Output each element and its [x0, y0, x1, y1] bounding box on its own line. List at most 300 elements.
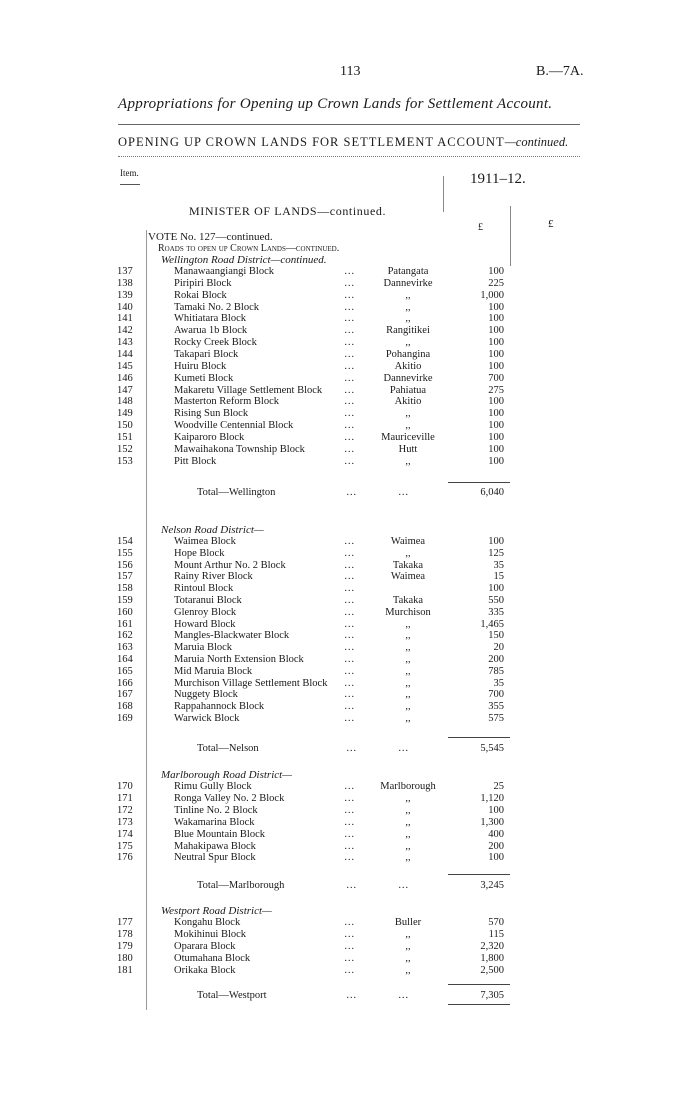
amount: 100 — [488, 337, 504, 349]
leader-dots: … — [344, 348, 355, 360]
county-name: ,, — [405, 701, 411, 713]
table-row — [0, 349, 700, 361]
block-name: Awarua 1b Block — [174, 325, 248, 337]
table-row — [0, 313, 700, 325]
block-name: Piripiri Block — [174, 277, 232, 289]
amount: 785 — [488, 665, 504, 677]
subtitle-rule — [118, 156, 580, 157]
county-name: ,, — [405, 689, 411, 701]
leader-dots: … — [344, 852, 355, 864]
item-number: 157 — [117, 571, 133, 583]
county-name: Waimea — [390, 536, 426, 547]
amount: 1,120 — [480, 792, 504, 804]
leader-dots: … — [344, 665, 355, 677]
table-row — [0, 953, 700, 965]
county-name: ,, — [405, 940, 411, 952]
table-row — [0, 420, 700, 432]
county-name: ,, — [405, 665, 411, 677]
item-number: 153 — [117, 455, 133, 467]
subtitle-main: OPENING UP CROWN LANDS FOR SETTLEMENT ACCOUNT — [118, 135, 505, 149]
amount: 100 — [488, 408, 504, 420]
amount: 115 — [488, 928, 504, 940]
item-number: 150 — [117, 420, 133, 432]
item-number: 138 — [117, 277, 133, 289]
item-number: 174 — [117, 828, 133, 840]
block-name: Rocky Creek Block — [174, 337, 257, 349]
leader-dots: … — [344, 595, 355, 606]
amount: 575 — [488, 713, 504, 724]
amount: 100 — [488, 455, 504, 467]
roads-heading: Roads to open up Crown Lands—continued. — [158, 243, 340, 254]
table-row — [0, 654, 700, 666]
block-name: Orikaka Block — [174, 964, 236, 976]
leader-dots: … — [398, 990, 409, 1001]
block-name: Blue Mountain Block — [174, 828, 265, 840]
block-name: Manawaangiangi Block — [174, 266, 275, 277]
county-name: ,, — [405, 828, 411, 840]
block-name: Glenroy Block — [174, 606, 237, 618]
leader-dots: … — [344, 781, 355, 792]
county-name: ,, — [405, 964, 411, 976]
leader-dots: … — [344, 360, 355, 372]
table-row — [0, 337, 700, 349]
table-row — [0, 817, 700, 829]
block-name: Takapari Block — [174, 348, 239, 360]
block-name: Oparara Block — [174, 940, 236, 952]
amount: 125 — [488, 547, 504, 559]
county-name: Pohangina — [385, 348, 431, 360]
block-name: Howard Block — [174, 618, 236, 630]
table-row — [0, 373, 700, 385]
table-row — [0, 595, 700, 607]
table-row — [0, 666, 700, 678]
amount: 100 — [488, 420, 504, 432]
item-number: 169 — [117, 713, 133, 724]
item-number: 180 — [117, 952, 133, 964]
table-row — [0, 361, 700, 373]
block-name: Rintoul Block — [174, 583, 234, 595]
block-name: Pitt Block — [174, 455, 217, 467]
table-row — [0, 396, 700, 408]
amount: 100 — [488, 536, 504, 547]
amount: 35 — [493, 559, 504, 571]
item-number: 165 — [117, 665, 133, 677]
amount: 100 — [488, 583, 504, 595]
item-number: 137 — [117, 266, 133, 277]
leader-dots: … — [344, 384, 355, 396]
leader-dots: … — [398, 880, 409, 891]
county-name: Akitio — [394, 396, 422, 408]
leader-dots: … — [344, 618, 355, 630]
item-number: 168 — [117, 701, 133, 713]
item-column-header: Item. — [120, 168, 139, 178]
item-number: 145 — [117, 360, 133, 372]
item-number: 176 — [117, 852, 133, 864]
block-name: Nuggety Block — [174, 689, 238, 701]
leader-dots: … — [344, 372, 355, 384]
block-name: Rising Sun Block — [174, 408, 249, 420]
table-row — [0, 829, 700, 841]
county-name: Patangata — [387, 266, 429, 277]
column-divider — [510, 206, 511, 266]
document-reference: B.—7A. — [536, 64, 584, 79]
county-name: Waimea — [390, 571, 426, 583]
county-name: ,, — [405, 642, 411, 654]
total-amount: 6,040 — [480, 487, 504, 498]
county-name: ,, — [405, 816, 411, 828]
block-name: Whitiatara Block — [174, 313, 247, 325]
block-name: Maruia North Extension Block — [174, 654, 304, 665]
table-row — [0, 325, 700, 337]
block-name: Mid Maruia Block — [174, 665, 253, 677]
table-row — [0, 689, 700, 701]
county-name: ,, — [405, 852, 411, 864]
title-rule — [118, 124, 580, 125]
county-name: ,, — [405, 313, 411, 325]
item-number: 142 — [117, 325, 133, 337]
leader-dots: … — [344, 277, 355, 289]
county-name: Dannevirke — [383, 372, 433, 384]
amount: 100 — [488, 443, 504, 455]
leader-dots: … — [344, 928, 355, 940]
leader-dots: … — [344, 571, 355, 583]
leader-dots: … — [344, 420, 355, 432]
block-name: Rainy River Block — [174, 571, 253, 583]
district-heading: Marlborough Road District— — [161, 769, 292, 781]
table-row — [0, 781, 700, 793]
item-number: 171 — [117, 792, 133, 804]
table-row — [0, 678, 700, 690]
leader-dots: … — [344, 804, 355, 816]
leader-dots: … — [344, 654, 355, 665]
amount: 570 — [488, 917, 504, 928]
item-number: 170 — [117, 781, 133, 792]
amount: 150 — [488, 630, 504, 642]
block-name: Mangles-Blackwater Block — [174, 630, 290, 642]
item-number: 152 — [117, 443, 133, 455]
block-name: Totaranui Block — [174, 595, 242, 606]
leader-dots: … — [344, 792, 355, 804]
block-name: Murchison Village Settlement Block — [174, 677, 328, 689]
total-amount: 3,245 — [480, 880, 504, 891]
item-number: 148 — [117, 396, 133, 408]
item-number: 154 — [117, 536, 133, 547]
block-name: Mahakipawa Block — [174, 840, 256, 852]
leader-dots: … — [344, 952, 355, 964]
county-name: ,, — [405, 455, 411, 467]
table-row — [0, 571, 700, 583]
block-name: Tinline No. 2 Block — [174, 804, 258, 816]
district-heading: Nelson Road District— — [161, 524, 264, 536]
table-row — [0, 929, 700, 941]
table-row — [0, 536, 700, 548]
section-total-row — [0, 989, 700, 1003]
amount: 225 — [488, 277, 504, 289]
account-subtitle — [118, 135, 568, 150]
item-number: 141 — [117, 313, 133, 325]
item-number: 159 — [117, 595, 133, 606]
item-number: 181 — [117, 964, 133, 976]
item-number: 172 — [117, 804, 133, 816]
amount: 100 — [488, 396, 504, 408]
leader-dots: … — [344, 301, 355, 313]
total-amount: 5,545 — [480, 743, 504, 754]
table-row — [0, 713, 700, 725]
block-name: Tamaki No. 2 Block — [174, 301, 259, 313]
leader-dots: … — [344, 840, 355, 852]
leader-dots: … — [398, 743, 409, 754]
county-name: Murchison — [385, 606, 431, 618]
county-name: ,, — [405, 630, 411, 642]
table-row — [0, 701, 700, 713]
block-name: Ronga Valley No. 2 Block — [174, 792, 285, 804]
item-number: 178 — [117, 928, 133, 940]
county-name: Hutt — [398, 443, 418, 455]
leader-dots: … — [344, 325, 355, 337]
county-name: ,, — [405, 301, 411, 313]
county-name: ,, — [405, 677, 411, 689]
leader-dots: … — [344, 677, 355, 689]
leader-dots: … — [346, 743, 357, 754]
block-name: Makaretu Village Settlement Block — [174, 384, 323, 396]
final-rule — [448, 1004, 510, 1005]
county-name: Dannevirke — [383, 277, 433, 289]
table-row — [0, 619, 700, 631]
leader-dots: … — [344, 408, 355, 420]
amount: 1,465 — [480, 618, 504, 630]
county-name: Takaka — [392, 595, 424, 606]
amount: 200 — [488, 654, 504, 665]
table-row — [0, 917, 700, 929]
county-name: ,, — [405, 804, 411, 816]
block-name: Maruia Block — [174, 642, 233, 654]
total-label: Total—Wellington — [197, 487, 276, 498]
district-heading: Wellington Road District—continued. — [161, 254, 327, 266]
item-number: 139 — [117, 289, 133, 301]
table-row — [0, 278, 700, 290]
ministry-heading: MINISTER OF LANDS—continued. — [189, 204, 387, 218]
leader-dots: … — [344, 630, 355, 642]
table-row — [0, 385, 700, 397]
leader-dots: … — [344, 689, 355, 701]
page-number: 113 — [340, 64, 361, 79]
leader-dots: … — [344, 828, 355, 840]
table-row — [0, 941, 700, 953]
amount: 100 — [488, 804, 504, 816]
table-row — [0, 302, 700, 314]
county-name: Takaka — [392, 559, 424, 571]
item-number: 155 — [117, 547, 133, 559]
table-row — [0, 793, 700, 805]
leader-dots: … — [344, 289, 355, 301]
total-rule — [448, 874, 510, 875]
currency-symbol-1: £ — [478, 222, 483, 233]
vote-heading: VOTE No. 127—continued. — [148, 231, 273, 243]
block-name: Otumahana Block — [174, 952, 251, 964]
leader-dots: … — [344, 559, 355, 571]
table-row — [0, 432, 700, 444]
item-number: 161 — [117, 618, 133, 630]
leader-dots: … — [344, 266, 355, 277]
amount: 15 — [493, 571, 504, 583]
county-name: ,, — [405, 408, 411, 420]
leader-dots: … — [344, 455, 355, 467]
subtitle-continued: —continued. — [504, 135, 569, 149]
item-number: 167 — [117, 689, 133, 701]
amount: 2,320 — [480, 940, 504, 952]
leader-dots: … — [344, 964, 355, 976]
block-name: Kongahu Block — [174, 917, 241, 928]
amount: 2,500 — [480, 964, 504, 976]
amount: 550 — [488, 595, 504, 606]
table-row — [0, 548, 700, 560]
amount: 200 — [488, 840, 504, 852]
amount: 100 — [488, 852, 504, 864]
county-name: Pahiatua — [389, 384, 427, 396]
item-number: 164 — [117, 654, 133, 665]
block-name: Mount Arthur No. 2 Block — [174, 559, 286, 571]
table-row — [0, 583, 700, 595]
leader-dots: … — [344, 547, 355, 559]
table-row — [0, 290, 700, 302]
page-title: Appropriations for Opening up Crown Lands for Settlement Account. — [118, 96, 553, 112]
item-number: 146 — [117, 372, 133, 384]
county-name: Marlborough — [380, 781, 436, 792]
amount: 100 — [488, 348, 504, 360]
table-row — [0, 642, 700, 654]
amount: 1,000 — [480, 289, 504, 301]
block-name: Huiru Block — [174, 360, 227, 372]
amount: 35 — [493, 677, 504, 689]
leader-dots: … — [344, 642, 355, 654]
county-name: ,, — [405, 289, 411, 301]
county-name: ,, — [405, 952, 411, 964]
leader-dots: … — [346, 880, 357, 891]
item-number: 143 — [117, 337, 133, 349]
amount: 355 — [488, 701, 504, 713]
amount: 1,300 — [480, 816, 504, 828]
total-amount: 7,305 — [480, 990, 504, 1001]
table-row — [0, 630, 700, 642]
item-number: 177 — [117, 917, 133, 928]
block-name: Mokihinui Block — [174, 928, 247, 940]
item-number: 173 — [117, 816, 133, 828]
section-total-row — [0, 742, 700, 756]
county-name: ,, — [405, 337, 411, 349]
item-number: 140 — [117, 301, 133, 313]
table-row — [0, 607, 700, 619]
table-row — [0, 805, 700, 817]
leader-dots: … — [344, 917, 355, 928]
district-heading: Westport Road District— — [161, 905, 272, 917]
total-rule — [448, 737, 510, 738]
total-label: Total—Nelson — [197, 743, 259, 754]
item-number: 179 — [117, 940, 133, 952]
item-number: 144 — [117, 348, 133, 360]
block-name: Hope Block — [174, 547, 225, 559]
block-name: Waimea Block — [174, 536, 236, 547]
amount: 100 — [488, 325, 504, 337]
block-name: Kaiparoro Block — [174, 431, 245, 443]
leader-dots: … — [398, 487, 409, 498]
block-name: Masterton Reform Block — [174, 396, 279, 408]
amount: 20 — [493, 642, 504, 654]
county-name: ,, — [405, 618, 411, 630]
county-name: Buller — [394, 917, 422, 928]
leader-dots: … — [344, 396, 355, 408]
table-row — [0, 965, 700, 977]
item-header-rule — [120, 184, 140, 185]
amount: 700 — [488, 372, 504, 384]
table-row — [0, 444, 700, 456]
block-name: Warwick Block — [174, 713, 240, 724]
leader-dots: … — [344, 940, 355, 952]
amount: 275 — [488, 384, 504, 396]
amount: 100 — [488, 360, 504, 372]
item-number: 147 — [117, 384, 133, 396]
column-divider — [443, 176, 444, 212]
item-number: 160 — [117, 606, 133, 618]
county-name: Rangitikei — [386, 325, 430, 337]
table-row — [0, 456, 700, 468]
amount: 335 — [488, 606, 504, 618]
block-name: Mawaihakona Township Block — [174, 443, 305, 455]
leader-dots: … — [344, 313, 355, 325]
table-row — [0, 266, 700, 278]
item-number: 156 — [117, 559, 133, 571]
amount: 100 — [488, 266, 504, 277]
total-label: Total—Marlborough — [197, 880, 285, 891]
block-name: Rimu Gully Block — [174, 781, 252, 792]
leader-dots: … — [346, 487, 357, 498]
total-rule — [448, 984, 510, 985]
section-total-row — [0, 879, 700, 893]
amount: 25 — [493, 781, 504, 792]
leader-dots: … — [344, 536, 355, 547]
section-total-row — [0, 486, 700, 500]
item-number: 166 — [117, 677, 133, 689]
item-number: 162 — [117, 630, 133, 642]
leader-dots: … — [346, 990, 357, 1001]
item-number: 149 — [117, 408, 133, 420]
table-row — [0, 841, 700, 853]
amount: 100 — [488, 301, 504, 313]
item-number: 175 — [117, 840, 133, 852]
amount: 400 — [488, 828, 504, 840]
leader-dots: … — [344, 443, 355, 455]
county-name: ,, — [405, 840, 411, 852]
amount: 100 — [488, 313, 504, 325]
block-name: Woodville Centennial Block — [174, 420, 294, 432]
item-number: 151 — [117, 431, 133, 443]
leader-dots: … — [344, 713, 355, 724]
county-name: ,, — [405, 547, 411, 559]
leader-dots: … — [344, 606, 355, 618]
county-name: Akitio — [394, 360, 422, 372]
county-name: ,, — [405, 420, 411, 432]
county-name: ,, — [405, 928, 411, 940]
currency-symbol-2: £ — [548, 218, 554, 230]
county-name: ,, — [405, 792, 411, 804]
leader-dots: … — [344, 701, 355, 713]
table-row — [0, 560, 700, 572]
block-name: Rappahannock Block — [174, 701, 265, 713]
amount: 100 — [488, 431, 504, 443]
amount: 700 — [488, 689, 504, 701]
county-name: Mauriceville — [381, 431, 435, 443]
block-name: Neutral Spur Block — [174, 852, 256, 864]
item-number: 163 — [117, 642, 133, 654]
